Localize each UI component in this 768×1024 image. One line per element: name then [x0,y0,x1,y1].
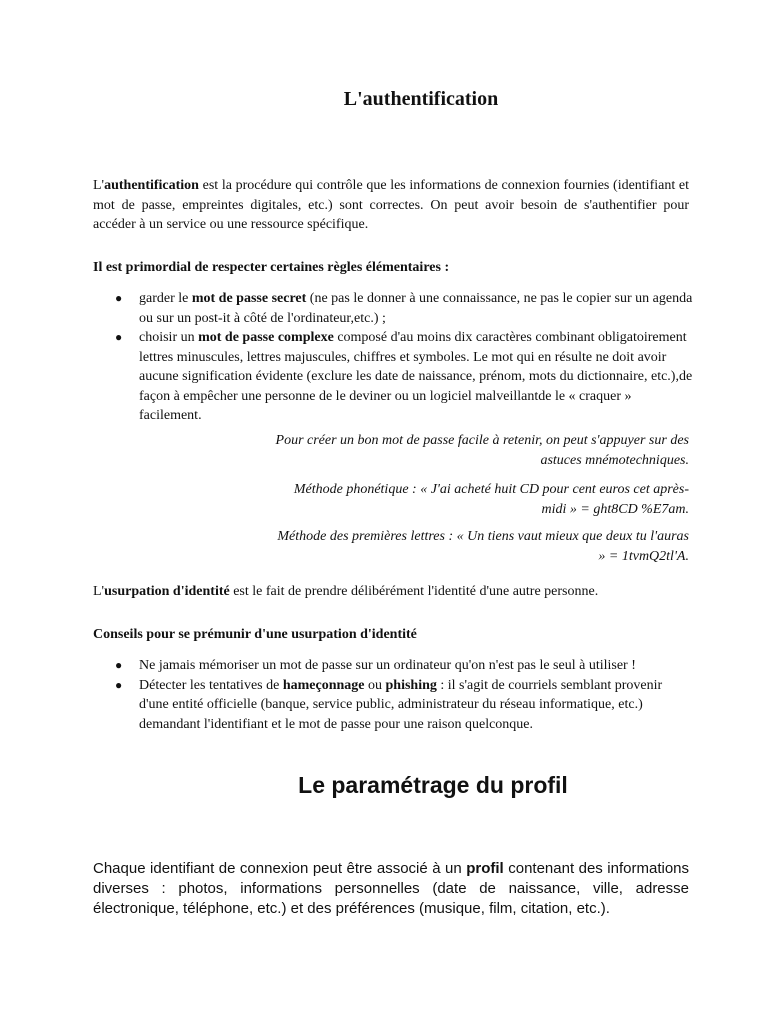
usurp-term: usurpation d'identité [104,584,230,599]
conseils-heading: Conseils pour se prémunir d'une usurpation d'identité [93,627,417,642]
intro-prefix: L' [93,178,105,193]
usurp-text: est le fait de prendre délibérément l'identité d'une autre personne. [229,584,599,599]
list-item [93,656,693,676]
intro-text: est la procédure qui contrôle que les informations de connexion fournies (identifiant et mot de passe, empreintes digitales, etc.) sont correctes. On peut avoir besoin de s'authentifier pour accéder à un service ou une ressource spécifique. [93,178,689,232]
bullet-icon: ● [115,677,123,692]
rule-after: composé d'au moins dix caractères combinant obligatoirement lettres minuscules, lettres majuscules, chiffres et symboles. Le mot qui en résulte ne doit avoir aucune signification évidente (exclure les date de naissance, prénom, mots du dictionnaire, etc.),de façon à empêcher une personne de le deviner ou un logiciel malveillantde le « craquer » facilement. [139,330,693,423]
page-title: L'authentification [343,88,499,110]
rule-bold: mot de passe complexe [198,330,334,345]
profil-before: Chaque identifiant de connexion peut être associé à un [93,860,467,877]
bullet-icon: ● [115,330,123,344]
list-item [93,676,693,735]
rules-list [93,289,693,426]
intro-term: authentification [104,178,199,193]
bullet-icon: ● [115,658,123,672]
section-title-profil: Le paramétrage du profil [298,772,568,798]
usurp-prefix: L' [93,584,105,599]
conseil-mid: ou [364,677,386,693]
quote-first-letters-method: Méthode des premières lettres : « Un tiens vaut mieux que deux tu l'auras » = 1tvmQ2tl'A. [277,529,689,564]
conseil-after: : il s'agit de courriels semblant provenir d'une entité officielle (banque, service public, administrateur du réseau informatique, etc.) demandant l'identifiant et le mot de passe pour une raison quelconque. [139,677,663,732]
usurpation-paragraph [93,582,689,602]
rule-before: garder le [139,291,192,306]
conseils-list [93,656,693,734]
conseil-before: Détecter les tentatives de [139,677,283,693]
rule-after: (ne pas le donner à une connaissance, ne pas le copier sur un agenda ou sur un post-it à côté de l'ordinateur,etc.) ; [139,291,693,326]
bullet-icon: ● [115,291,123,305]
conseil-text: Ne jamais mémoriser un mot de passe sur un ordinateur qu'on n'est pas le seul à utiliser ! [139,658,636,673]
list-item [93,289,693,328]
list-item [93,328,693,426]
quote-phonetic-method: Méthode phonétique : « J'ai acheté huit CD pour cent euros cet après-midi » = ght8CD %E7am. [293,482,689,517]
profil-after: contenant des informations diverses : photos, informations personnelles (date de naissance, ville, adresse électronique, téléphone, etc.) et des préférences (musique, film, citation, etc.). [93,860,690,917]
rules-heading: Il est primordial de respecter certaines règles élémentaires : [93,260,450,275]
conseil-term-phishing: phishing [385,677,437,693]
rule-before: choisir un [139,330,199,345]
profil-paragraph [93,859,689,919]
profil-term: profil [466,860,504,877]
intro-paragraph [93,176,689,235]
conseil-term-hameconnage: hameçonnage [282,677,365,693]
quote-tip: Pour créer un bon mot de passe facile à retenir, on peut s'appuyer sur des astuces mnémotechniques. [275,433,689,468]
rule-bold: mot de passe secret [191,291,307,306]
